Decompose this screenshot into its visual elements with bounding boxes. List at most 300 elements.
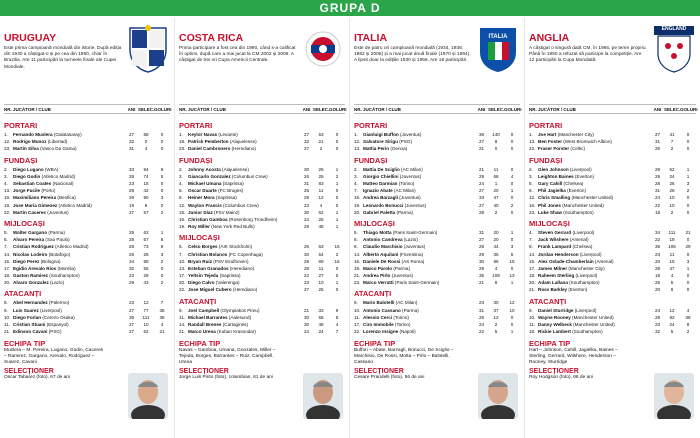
player-goals: 7 — [335, 329, 339, 335]
player-number: 1. — [4, 132, 8, 138]
player-club: (Southampton) — [47, 273, 80, 279]
player-age: 28 — [654, 314, 661, 320]
player-club: (Herediano) — [230, 146, 256, 152]
player-name: Chris Smalling — [538, 195, 571, 201]
player-row — [529, 229, 696, 236]
player-number: 6. — [4, 237, 8, 243]
player-entry — [188, 308, 300, 313]
player-goals: 0 — [335, 202, 339, 208]
player-caps: 105 — [668, 244, 676, 250]
player-row — [179, 286, 345, 293]
player-entry — [363, 259, 475, 264]
country-name: ITALIA — [354, 32, 388, 44]
player-row — [529, 272, 696, 279]
player-number: 11. — [4, 322, 11, 328]
player-name: Rickie Lambert — [538, 329, 571, 335]
position-heading: PORTARI — [354, 121, 388, 130]
player-name: Martin Silva — [13, 146, 39, 152]
player-entry — [188, 210, 300, 215]
player-caps: 2 — [670, 146, 674, 152]
player-number: 6. — [354, 237, 358, 243]
player-club: (Liverpool) — [573, 307, 597, 313]
player-age: 25 — [128, 251, 135, 257]
coach-text: Jorge Luis Pinto (foto), columbian, 61 de ani — [179, 375, 273, 381]
player-age: 32 — [303, 139, 310, 145]
player-name: Junior Diaz — [188, 209, 213, 215]
player-age: 23 — [654, 251, 661, 257]
player-age: 29 — [654, 173, 661, 179]
player-age: 26 — [303, 173, 310, 179]
player-entry — [188, 280, 300, 285]
player-entry — [13, 300, 125, 305]
position-heading: ATACANȚI — [4, 289, 42, 299]
player-caps: 92 — [669, 314, 675, 320]
player-name: Salvatore Sirigu — [363, 139, 398, 145]
player-caps: 24 — [318, 329, 324, 335]
player-number: 1. — [529, 132, 533, 138]
player-club: (Juventus) — [398, 173, 422, 179]
player-club: (Juventus) — [398, 132, 422, 138]
player-caps: 74 — [143, 173, 149, 179]
player-age: 28 — [303, 265, 310, 271]
player-name: Diego Lugano — [13, 166, 44, 172]
player-goals: 0 — [335, 265, 339, 271]
player-entry — [188, 132, 300, 137]
player-number: 16. — [179, 216, 186, 222]
player-entry — [13, 237, 125, 242]
player-age: 22 — [654, 237, 661, 243]
player-club: (Kuban Krasnodar) — [215, 329, 256, 335]
country-intro: A câștigat o singură dată CM, în 1966, pe teren propriu. Până în 1950 a refuzat să participe la competiție. Are 12 participări la Cupa Mondială. — [529, 46, 647, 64]
roster — [4, 118, 170, 381]
player-number: 7. — [529, 237, 533, 243]
player-row — [179, 131, 345, 138]
player-goals: 4 — [510, 173, 514, 179]
player-number: 7. — [4, 244, 8, 250]
player-caps: 83 — [318, 181, 324, 187]
player-number: 20. — [529, 280, 536, 286]
header-caps: SELEC. — [664, 106, 681, 112]
player-name: Mario Balotelli — [363, 300, 395, 306]
player-caps: 46 — [318, 322, 324, 328]
player-entry — [538, 210, 651, 215]
player-club: (Parma) — [47, 229, 65, 235]
player-caps: 27 — [318, 273, 324, 279]
player-caps: 25 — [318, 166, 324, 172]
player-name: Andrea Pirlo — [363, 273, 391, 279]
player-goals: 38 — [685, 314, 691, 320]
roster-header — [529, 104, 696, 114]
player-name: Christian Gamboa — [188, 216, 228, 222]
player-age: 33 — [128, 166, 135, 172]
player-entry — [538, 315, 651, 320]
player-entry — [13, 139, 125, 144]
player-caps: 69 — [318, 258, 324, 264]
player-entry — [13, 259, 125, 264]
player-goals: 0 — [160, 265, 164, 271]
player-entry — [13, 174, 125, 179]
country-name: ANGLIA — [529, 32, 570, 44]
player-age: 30 — [478, 258, 485, 264]
player-goals: 5 — [510, 251, 514, 257]
player-caps: 1 — [494, 181, 498, 187]
federation-crest-icon — [476, 24, 520, 74]
player-number: 12. — [4, 139, 11, 145]
header-age: ANI — [653, 106, 662, 112]
header-age: ANI — [127, 106, 136, 112]
player-goals: 0 — [510, 181, 514, 187]
player-goals: 1 — [510, 329, 514, 335]
player-caps: 26 — [669, 188, 675, 194]
player-goals: 12 — [509, 300, 515, 306]
player-goals: 1 — [335, 224, 339, 230]
player-name: Danny Welbeck — [538, 322, 572, 328]
player-entry — [188, 252, 300, 257]
player-entry — [363, 266, 475, 271]
player-name: Celso Borges — [188, 244, 218, 250]
coach-text: Roy Hodgson (foto), 66 de ani — [529, 375, 593, 381]
player-goals: 0 — [335, 132, 339, 138]
player-number: 4. — [179, 181, 183, 187]
player-age: 30 — [303, 166, 310, 172]
coach-heading: SELECȚIONER — [354, 368, 404, 376]
player-age: 21 — [478, 280, 485, 286]
player-number: 5. — [4, 229, 8, 235]
player-goals: 5 — [160, 173, 164, 179]
player-caps: 11 — [493, 166, 499, 172]
player-age: 29 — [128, 280, 135, 286]
country-columns — [0, 18, 700, 438]
player-entry — [188, 224, 300, 229]
player-row — [179, 250, 345, 257]
player-club: (Napoli) — [398, 329, 416, 335]
player-club: (FC Copenhaga) — [227, 251, 263, 257]
country-name: COSTA RICA — [179, 32, 244, 44]
player-entry — [188, 174, 300, 179]
player-number: 16. — [4, 195, 11, 201]
player-club: (Parma) — [392, 265, 410, 271]
player-caps: 2 — [670, 209, 674, 215]
player-club: (AIK Stockholm) — [217, 244, 253, 250]
player-caps: 5 — [494, 329, 498, 335]
player-goals: 0 — [160, 273, 164, 279]
player-goals: 3 — [686, 181, 690, 187]
player-entry — [13, 308, 125, 313]
player-entry — [363, 146, 475, 151]
player-name: Antonio Candreva — [363, 237, 403, 243]
player-name: Cristian Rodriguez — [13, 244, 54, 250]
player-age: 28 — [478, 209, 485, 215]
player-goals: 5 — [335, 314, 339, 320]
player-entry — [13, 322, 125, 327]
player-name: Diego Perez — [13, 258, 40, 264]
player-age: 24 — [478, 181, 485, 187]
player-age: 31 — [478, 307, 485, 313]
player-club: (Benfica) — [56, 195, 76, 201]
player-club: (Arsenal) — [593, 258, 614, 264]
player-goals: 7 — [160, 300, 164, 306]
player-caps: 6 — [144, 202, 148, 208]
player-number: 15. — [354, 195, 361, 201]
player-club: (Aalesund) — [227, 314, 252, 320]
player-goals: 0 — [160, 132, 164, 138]
position-heading: MIJLOCAȘI — [354, 218, 395, 228]
header-goals: GOLURI — [504, 106, 522, 112]
player-number: 20. — [179, 280, 186, 286]
position-heading: PORTARI — [4, 121, 38, 130]
player-name: Mattia Perin — [363, 146, 390, 152]
player-entry — [13, 273, 125, 278]
player-row — [529, 314, 696, 321]
player-age: 29 — [128, 229, 135, 235]
player-entry — [188, 217, 300, 222]
player-number: 18. — [179, 139, 186, 145]
player-number: 15. — [529, 258, 536, 264]
player-row — [354, 236, 520, 243]
player-row — [179, 314, 345, 321]
player-goals: 10 — [509, 307, 515, 313]
position-heading: PORTARI — [529, 121, 563, 130]
player-entry — [188, 139, 300, 144]
player-goals: 2 — [686, 188, 690, 194]
player-entry — [538, 252, 651, 257]
lineup-heading: ECHIPA TIP — [4, 339, 46, 349]
player-goals: 0 — [160, 139, 164, 145]
player-entry — [188, 244, 300, 249]
player-number: 4. — [529, 229, 533, 235]
player-caps: 5 — [670, 280, 674, 286]
player-number: 19. — [529, 273, 536, 279]
player-goals: 21 — [159, 329, 165, 335]
player-age: 29 — [478, 173, 485, 179]
player-caps: 4 — [144, 146, 148, 152]
player-number: 15. — [179, 209, 186, 215]
roster — [179, 118, 345, 381]
header-caps: SELEC. — [488, 106, 505, 112]
player-goals: 1 — [335, 209, 339, 215]
country-column-costa-rica — [175, 18, 350, 438]
player-entry — [13, 181, 125, 186]
player-entry — [363, 273, 475, 278]
player-row — [354, 265, 520, 272]
player-row — [179, 166, 345, 173]
player-goals: 2 — [335, 173, 339, 179]
player-age: 31 — [128, 146, 135, 152]
player-row — [354, 307, 520, 314]
country-intro: Este prima campioană mondială din istorie. După ediția din 1930 a câștigat-o și pe cea din 1950, chiar în Brazilia. Are 11 participări la turneele finale ale Cupei Mondiale. — [4, 46, 122, 70]
player-number: 21. — [354, 273, 361, 279]
player-number: 10. — [4, 314, 11, 320]
player-number: 3. — [179, 173, 183, 179]
player-entry — [188, 203, 300, 208]
player-entry — [188, 181, 300, 186]
player-number: 17. — [179, 273, 186, 279]
player-entry — [188, 188, 300, 193]
player-number: 14. — [4, 251, 11, 257]
player-entry — [538, 244, 651, 249]
player-goals: 3 — [686, 258, 690, 264]
country-intro: Este de patru ori campioană mondială (1934, 1938, 1982 și 2006) și a mai jucat două finale (1970 și 1994). A lipsit doar la edițiile 1930 și 1958. Are 18 participări. — [354, 46, 471, 64]
player-entry — [538, 329, 651, 334]
player-club: (Chelsea) — [571, 244, 593, 250]
player-entry — [13, 167, 125, 172]
player-entry — [363, 322, 475, 327]
player-goals: 0 — [160, 188, 164, 194]
player-caps: 11 — [318, 188, 324, 194]
header-caps: SELEC. — [138, 106, 155, 112]
player-caps: 77 — [143, 307, 149, 313]
player-caps: 21 — [318, 139, 324, 145]
player-age: 26 — [654, 146, 661, 152]
player-club: (Porto) — [40, 188, 56, 194]
player-goals: 1 — [335, 216, 339, 222]
player-row — [4, 229, 170, 236]
player-name: Randall Brenes — [188, 322, 222, 328]
player-name: Heiner Mora — [188, 195, 215, 201]
player-goals: 0 — [335, 146, 339, 152]
player-caps: 10 — [318, 280, 324, 286]
player-caps: 24 — [669, 173, 675, 179]
player-goals: 3 — [160, 195, 164, 201]
player-name: Claudio Marchisio — [363, 244, 403, 250]
player-row — [354, 180, 520, 187]
player-name: Rodrigo Munoz — [13, 139, 47, 145]
lineup-text: Hart – Johnson, Cahill, Jagielka, Baines – Sterling, Gerrard, Wilshere, Henderson – Rooney, Sturridge — [529, 348, 618, 366]
player-age: 29 — [303, 195, 310, 201]
player-club: (Sao Paulo) — [44, 237, 70, 243]
player-age: 36 — [478, 132, 485, 138]
player-name: Daniel Sturridge — [538, 307, 574, 313]
player-caps: 73 — [143, 244, 149, 250]
player-entry — [188, 273, 300, 278]
coach-portrait — [128, 373, 168, 419]
position-heading: MIJLOCAȘI — [4, 218, 45, 228]
player-number: 5. — [354, 229, 358, 235]
player-caps: 20 — [493, 237, 499, 243]
player-club: (AS Roma) — [400, 258, 425, 264]
player-row — [4, 321, 170, 328]
position-heading: MIJLOCAȘI — [529, 218, 570, 228]
player-caps: 111 — [142, 314, 150, 320]
player-row — [4, 166, 170, 173]
player-row — [179, 272, 345, 279]
player-goals: 0 — [686, 280, 690, 286]
player-caps: 55 — [318, 314, 324, 320]
player-name: Alessio Cerci — [363, 314, 393, 320]
player-row — [179, 223, 345, 230]
player-age: 28 — [303, 258, 310, 264]
player-club: (FSV Mainz) — [212, 209, 240, 215]
player-row — [179, 180, 345, 187]
player-caps: 12 — [669, 307, 675, 313]
player-caps: 68 — [493, 173, 499, 179]
player-number: 14. — [179, 322, 186, 328]
player-number: 13. — [529, 139, 536, 145]
player-row — [529, 209, 696, 216]
player-entry — [363, 203, 475, 208]
player-age: 27 — [128, 322, 135, 328]
player-name: Phil Jagielka — [538, 188, 566, 194]
player-goals: 0 — [510, 132, 514, 138]
player-entry — [538, 181, 651, 186]
player-entry — [538, 259, 651, 264]
player-club: (Celtic) — [569, 146, 585, 152]
player-caps: 18 — [669, 237, 675, 243]
player-row — [354, 258, 520, 265]
player-age: 30 — [303, 251, 310, 257]
player-goals: 15 — [509, 258, 515, 264]
player-name: Marco Parolo — [363, 265, 393, 271]
player-goals: 2 — [510, 202, 514, 208]
player-age: 28 — [478, 244, 485, 250]
player-caps: 58 — [143, 132, 149, 138]
player-row — [179, 187, 345, 194]
player-club: (Galatasaray) — [52, 132, 82, 138]
player-name: Abel Hernandez — [13, 300, 48, 306]
player-goals: 2 — [160, 258, 164, 264]
player-number: 7. — [179, 251, 183, 257]
player-club: (Botafogo) — [47, 251, 71, 257]
player-age: 35 — [654, 244, 661, 250]
player-age: 32 — [128, 139, 135, 145]
player-number: 2. — [529, 166, 533, 172]
player-name: Esteban Granados — [188, 265, 229, 271]
player-row — [4, 299, 170, 306]
player-age: 24 — [478, 322, 485, 328]
player-caps: 54 — [318, 251, 324, 257]
position-heading: MIJLOCAȘI — [179, 233, 220, 243]
player-row — [529, 236, 696, 243]
coach-portrait — [303, 373, 343, 419]
player-number: 10. — [354, 307, 361, 313]
player-row — [4, 258, 170, 265]
player-goals: 0 — [686, 237, 690, 243]
player-goals: 1 — [335, 166, 339, 172]
player-row — [354, 279, 520, 286]
player-row — [4, 131, 170, 138]
player-name: Diego Godin — [13, 173, 41, 179]
header-player: NR. JUCĂTOR / CLUB — [529, 106, 576, 112]
player-caps: 8 — [494, 139, 498, 145]
player-club: (Nacional) — [51, 181, 74, 187]
player-caps: 47 — [669, 265, 675, 271]
player-caps: 96 — [493, 258, 499, 264]
player-caps: 25 — [318, 216, 324, 222]
player-row — [529, 131, 696, 138]
player-number: 23. — [4, 146, 11, 152]
player-age: 29 — [654, 166, 661, 172]
player-goals: 0 — [510, 314, 514, 320]
player-number: 10. — [529, 314, 536, 320]
player-number: 9. — [179, 307, 183, 313]
player-age: 23 — [128, 300, 135, 306]
player-goals: 4 — [160, 322, 164, 328]
player-club: (Palermo) — [47, 300, 70, 306]
player-name: Daniele De Rossi — [363, 258, 401, 264]
player-caps: 48 — [318, 224, 324, 230]
player-number: 16. — [529, 202, 536, 208]
player-name: Jose Miguel Cubero — [188, 287, 232, 293]
player-name: Leighton Baines — [538, 173, 574, 179]
player-goals: 1 — [686, 166, 690, 172]
player-row — [529, 307, 696, 314]
player-goals: 2 — [160, 209, 164, 215]
player-entry — [188, 259, 300, 264]
player-age: 24 — [303, 329, 310, 335]
player-name: Gianluigi Buffon — [363, 132, 399, 138]
player-entry — [538, 132, 651, 137]
player-goals: 2 — [686, 329, 690, 335]
